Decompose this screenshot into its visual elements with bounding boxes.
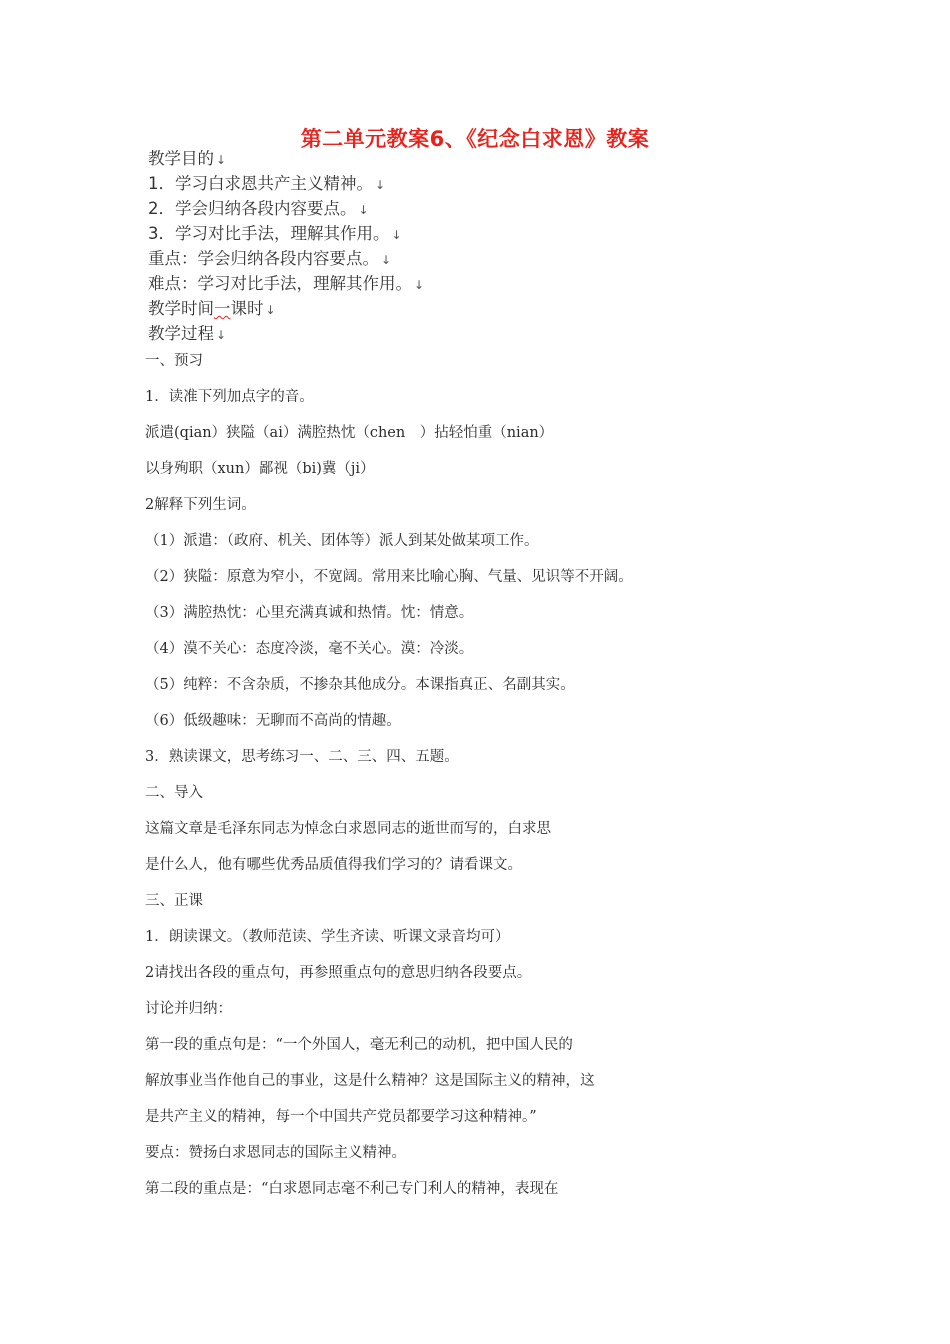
paragraph-mark-icon: ↓ xyxy=(375,178,386,192)
body-line: 是共产主义的精神，每一个中国共产党员都要学习这种精神。” xyxy=(145,1109,537,1125)
body-line: 解放事业当作他自己的事业，这是什么精神？这是国际主义的精神，这 xyxy=(145,1073,595,1089)
body-line: 1．朗读课文。（教师范读、学生齐读、听课文录音均可） xyxy=(145,929,510,945)
body-line: 这篇文章是毛泽东同志为悼念白求恩同志的逝世而写的，白求思 xyxy=(145,821,551,837)
body-line: 要点：赞扬白求恩同志的国际主义精神。 xyxy=(145,1145,406,1161)
body-line: 第二段的重点是：“白求恩同志毫不利己专门利人的精神，表现在 xyxy=(145,1181,559,1197)
paragraph-mark-icon: ↓ xyxy=(358,203,369,217)
body-line: （5）纯粹：不含杂质，不掺杂其他成分。本课指真正、名副其实。 xyxy=(145,677,575,693)
body-line: （1）派遣：（政府、机关、团体等）派人到某处做某项工作。 xyxy=(145,533,539,549)
body-line: 是什么人，他有哪些优秀品质值得我们学习的？请看课文。 xyxy=(145,857,522,873)
body-line: 1．读准下列加点字的音。 xyxy=(145,389,314,405)
body-line: 2解释下列生词。 xyxy=(145,497,256,513)
paragraph-mark-icon: ↓ xyxy=(265,303,276,317)
difficulty-point: 难点：学习对比手法，理解其作用。 xyxy=(148,274,412,293)
spellcheck-marked-text: 一 xyxy=(214,299,231,318)
objective-item-1-line xyxy=(148,171,424,196)
teaching-time-label: 教学时间 xyxy=(148,299,214,318)
teaching-process-line xyxy=(148,321,424,346)
teaching-process-heading: 教学过程 xyxy=(148,324,214,343)
body-line: （3）满腔热忱：心里充满真诚和热情。忱：情意。 xyxy=(145,605,474,621)
body-line: （4）漠不关心：态度冷淡，毫不关心。漠：冷淡。 xyxy=(145,641,474,657)
section-heading-preview: 一、预习 xyxy=(145,353,203,369)
objectives-heading-line xyxy=(148,146,424,171)
paragraph-mark-icon: ↓ xyxy=(216,328,227,342)
body-line: 以身殉职（xun）鄙视（bi)冀（ji） xyxy=(145,461,375,477)
objectives-block xyxy=(148,146,424,346)
body-line: 派遣(qian）狭隘（ai）满腔热忱（chen ）拈轻怕重（nian） xyxy=(145,425,554,441)
difficulty-line xyxy=(148,271,424,296)
body-line: 第一段的重点句是：“一个外国人，毫无利己的动机，把中国人民的 xyxy=(145,1037,573,1053)
objective-item-2-line xyxy=(148,196,424,221)
objective-item-2: 2．学会归纳各段内容要点。 xyxy=(148,199,357,218)
paragraph-mark-icon: ↓ xyxy=(381,253,392,267)
body-line: （2）狭隘：原意为窄小，不宽阔。常用来比喻心胸、气量、见识等不开阔。 xyxy=(145,569,633,585)
body-line: 2请找出各段的重点句，再参照重点句的意思归纳各段要点。 xyxy=(145,965,532,981)
key-point: 重点：学会归纳各段内容要点。 xyxy=(148,249,379,268)
body-line: 讨论并归纳： xyxy=(145,1001,232,1017)
objective-item-3: 3．学习对比手法，理解其作用。 xyxy=(148,224,390,243)
paragraph-mark-icon: ↓ xyxy=(414,278,425,292)
body-line: 3．熟读课文，思考练习一、二、三、四、五题。 xyxy=(145,749,459,765)
teaching-time-line xyxy=(148,296,424,321)
page-title: 第二单元教案6、《纪念白求恩》教案 xyxy=(300,127,650,151)
objectives-heading: 教学目的 xyxy=(148,149,214,168)
body-line: （6）低级趣味：无聊而不高尚的情趣。 xyxy=(145,713,401,729)
paragraph-mark-icon: ↓ xyxy=(216,153,227,167)
teaching-time-value: 课时 xyxy=(230,299,264,318)
paragraph-mark-icon: ↓ xyxy=(391,228,402,242)
body-text xyxy=(145,348,633,1212)
objective-item-3-line xyxy=(148,221,424,246)
key-point-line xyxy=(148,246,424,271)
section-heading-lesson: 三、正课 xyxy=(145,893,203,909)
section-heading-intro: 二、导入 xyxy=(145,785,203,801)
objective-item-1: 1．学习白求恩共产主义精神。 xyxy=(148,174,373,193)
